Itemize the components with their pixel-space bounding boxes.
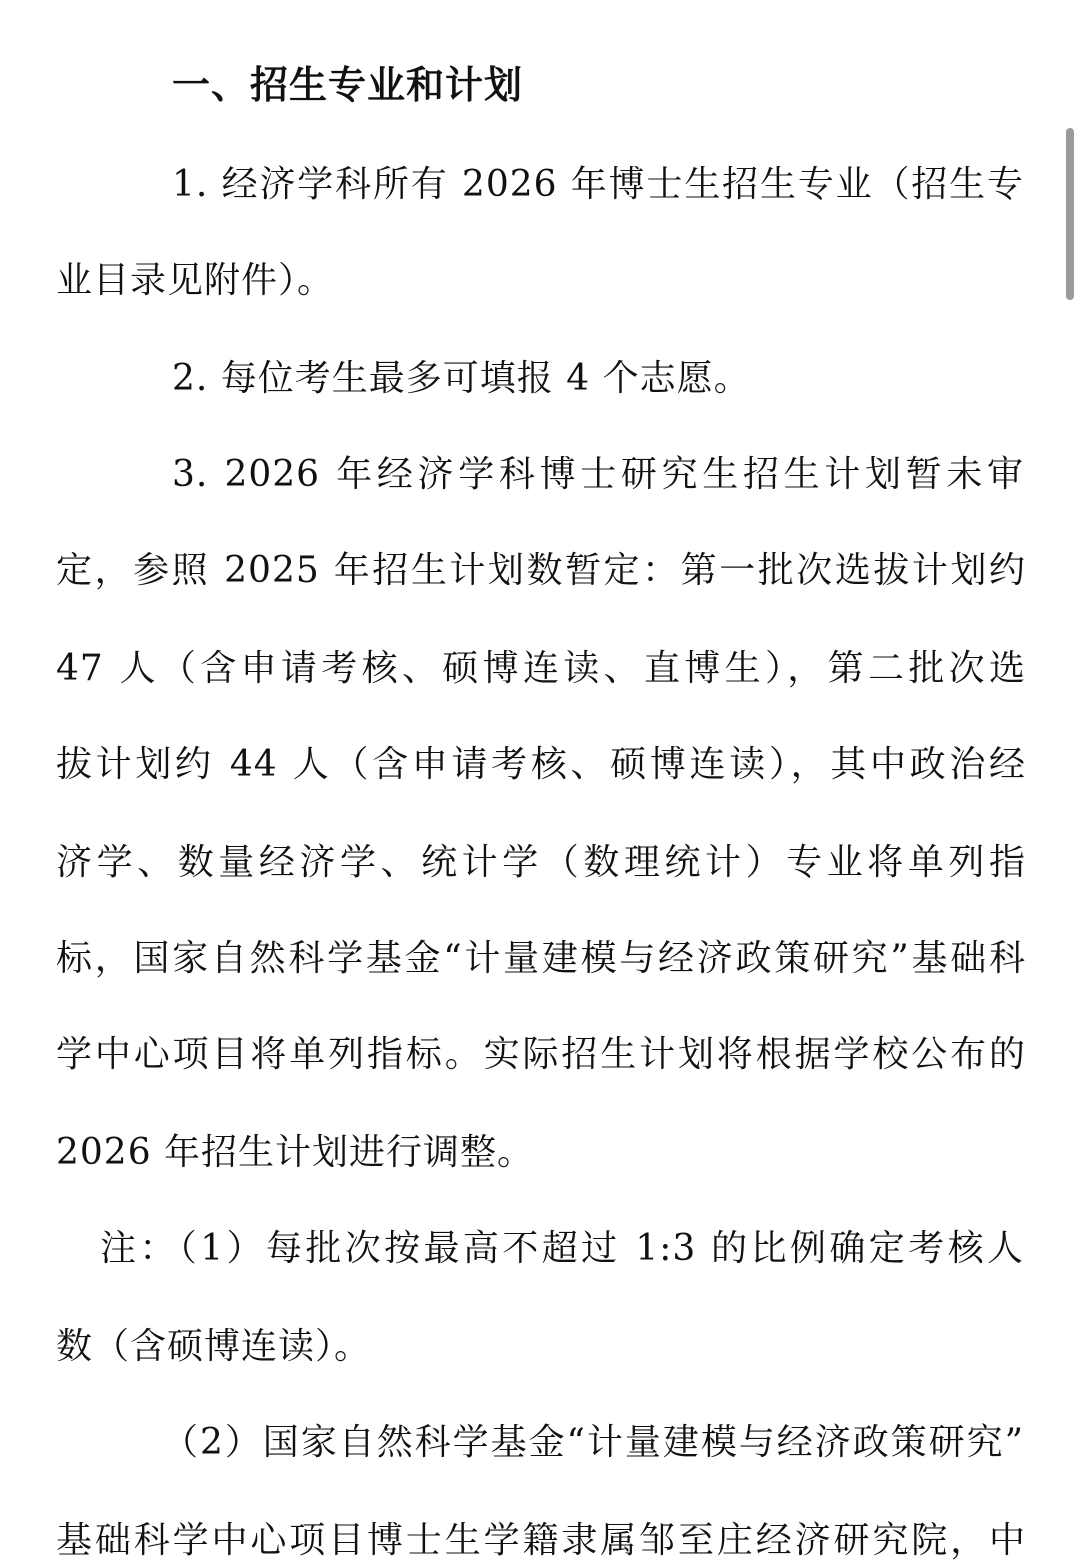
paragraph-line: 济学、数量经济学、统计学（数理统计）专业将单列指: [56, 842, 1026, 883]
note-line: 数（含硕博连读）。: [56, 1326, 372, 1367]
scrollbar-thumb[interactable]: [1066, 128, 1074, 300]
paragraph-line: 标，国家自然科学基金“计量建模与经济政策研究”基础科: [56, 938, 1026, 979]
paragraph-line: 2. 每位考生最多可填报 4 个志愿。: [172, 358, 751, 399]
paragraph-line: 定，参照 2025 年招生计划数暂定：第一批次选拔计划约: [56, 550, 1026, 591]
paragraph-line: 业目录见附件）。: [56, 260, 335, 301]
note-line: 基础科学中心项目博士生学籍隶属邹至庄经济研究院，中: [56, 1520, 1026, 1561]
note-line: （2）国家自然科学基金“计量建模与经济政策研究”: [162, 1422, 1024, 1463]
paragraph-line: 3. 2026 年经济学科博士研究生招生计划暂未审: [172, 454, 1024, 495]
paragraph-line: 1. 经济学科所有 2026 年博士生招生专业（招生专: [172, 164, 1024, 205]
note-line: 注：（1）每批次按最高不超过 1:3 的比例确定考核人: [100, 1228, 1024, 1269]
paragraph-line: 学中心项目将单列指标。实际招生计划将根据学校公布的: [56, 1034, 1026, 1075]
paragraph-line: 拔计划约 44 人（含申请考核、硕博连读），其中政治经: [56, 744, 1026, 785]
paragraph-line: 2026 年招生计划进行调整。: [56, 1132, 535, 1173]
section-heading: 一、招生专业和计划: [172, 62, 524, 107]
paragraph-line: 47 人（含申请考核、硕博连读、直博生），第二批次选: [56, 648, 1026, 689]
